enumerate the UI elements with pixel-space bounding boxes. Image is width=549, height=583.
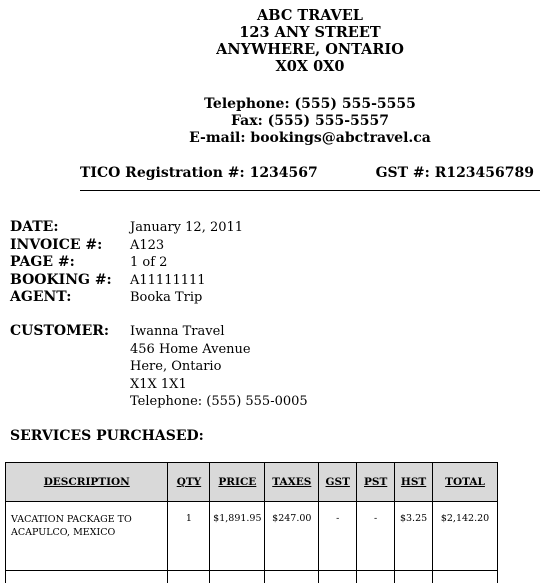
registration-line	[80, 164, 540, 191]
empty-cell	[433, 571, 498, 583]
invoice-meta	[10, 219, 243, 307]
meta-value: A11111111	[130, 272, 206, 290]
meta-value: 1 of 2	[130, 254, 167, 272]
contact-block	[80, 96, 540, 147]
empty-cell	[6, 571, 168, 583]
column-header-description: DESCRIPTION	[6, 463, 168, 502]
customer-name: Iwanna Travel	[130, 323, 308, 341]
customer-city: Here, Ontario	[130, 358, 308, 376]
telephone-line: Telephone: (555) 555-5555	[80, 96, 540, 113]
company-header	[80, 7, 540, 75]
table-row-continuation	[6, 571, 498, 583]
column-header-hst: HST	[395, 463, 433, 502]
cell-qty: 1	[168, 502, 210, 571]
meta-value: Booka Trip	[130, 289, 202, 307]
column-header-pst: PST	[357, 463, 395, 502]
customer-address	[130, 323, 308, 411]
empty-cell	[357, 571, 395, 583]
column-header-qty: QTY	[168, 463, 210, 502]
email-line: E-mail: bookings@abctravel.ca	[80, 130, 540, 147]
customer-label: CUSTOMER:	[10, 323, 130, 411]
meta-value: A123	[130, 237, 164, 255]
cell-price: $1,891.95	[210, 502, 265, 571]
meta-label: INVOICE #:	[10, 237, 130, 255]
table-row	[6, 502, 498, 571]
meta-label: AGENT:	[10, 289, 130, 307]
empty-cell	[168, 571, 210, 583]
table-header-row	[6, 463, 498, 502]
cell-pst: -	[357, 502, 395, 571]
tico-registration: TICO Registration #: 1234567	[80, 165, 318, 181]
empty-cell	[319, 571, 357, 583]
company-street: 123 ANY STREET	[80, 24, 540, 41]
customer-postal: X1X 1X1	[130, 376, 308, 394]
cell-taxes: $247.00	[265, 502, 319, 571]
services-title: SERVICES PURCHASED:	[10, 428, 204, 444]
customer-telephone: Telephone: (555) 555-0005	[130, 393, 308, 411]
cell-hst: $3.25	[395, 502, 433, 571]
meta-row-invoice	[10, 237, 243, 255]
company-name: ABC TRAVEL	[80, 7, 540, 24]
meta-value: January 12, 2011	[130, 219, 243, 237]
cell-description: VACATION PACKAGE TO ACAPULCO, MEXICO	[6, 502, 168, 571]
fax-line: Fax: (555) 555-5557	[80, 113, 540, 130]
meta-label: BOOKING #:	[10, 272, 130, 290]
meta-row-page	[10, 254, 243, 272]
meta-row-date	[10, 219, 243, 237]
cell-total: $2,142.20	[433, 502, 498, 571]
column-header-total: TOTAL	[433, 463, 498, 502]
column-header-gst: GST	[319, 463, 357, 502]
customer-row	[10, 323, 308, 411]
customer-street: 456 Home Avenue	[130, 341, 308, 359]
meta-row-agent	[10, 289, 243, 307]
company-city: ANYWHERE, ONTARIO	[80, 41, 540, 58]
column-header-price: PRICE	[210, 463, 265, 502]
gst-number: GST #: R123456789	[376, 164, 534, 182]
services-table	[5, 462, 498, 583]
empty-cell	[210, 571, 265, 583]
meta-row-booking	[10, 272, 243, 290]
customer-block	[10, 323, 308, 411]
column-header-taxes: TAXES	[265, 463, 319, 502]
company-postal: X0X 0X0	[80, 58, 540, 75]
meta-label: DATE:	[10, 219, 130, 237]
empty-cell	[395, 571, 433, 583]
cell-gst: -	[319, 502, 357, 571]
meta-label: PAGE #:	[10, 254, 130, 272]
empty-cell	[265, 571, 319, 583]
